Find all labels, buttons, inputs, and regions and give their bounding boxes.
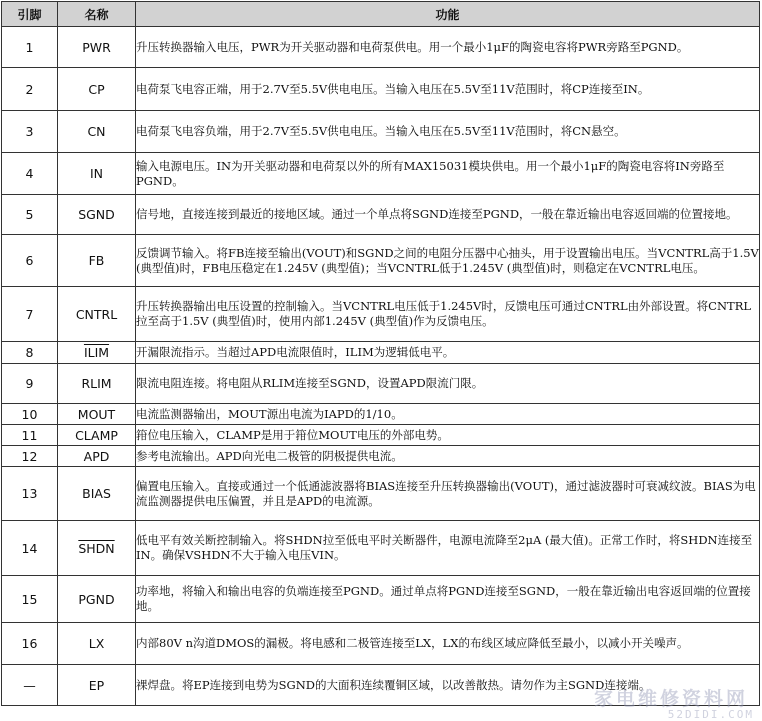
pin-number: 12	[2, 446, 58, 467]
pin-number: —	[2, 665, 58, 706]
table-row	[2, 425, 760, 446]
pin-description: 升压转换器输入电压，PWR为开关驱动器和电荷泵供电。用一个最小1μF的陶瓷电容将PWR旁路至PGND。	[136, 27, 760, 68]
pin-description: 参考电流输出。APD向光电二极管的阴极提供电流。	[136, 446, 760, 467]
pin-name: SGND	[58, 195, 136, 235]
pin-number: 7	[2, 287, 58, 342]
table-row	[2, 287, 760, 342]
pin-number: 6	[2, 235, 58, 287]
pin-description: 反馈调节输入。将FB连接至输出(VOUT)和SGND之间的电阻分压器中心抽头，用于设置输出电压。当VCNTRL高于1.5V (典型值)时，FB电压稳定在1.245V (典型值)；当VCNTRL低于1.245V (典型值)时，则稳定在VCNTRL电压。	[136, 235, 760, 287]
pin-number: 14	[2, 521, 58, 576]
pin-description: 电流监测器输出，MOUT源出电流为IAPD的1/10。	[136, 404, 760, 425]
pin-number: 16	[2, 623, 58, 665]
pin-number: 1	[2, 27, 58, 68]
pin-number: 4	[2, 153, 58, 195]
table-row	[2, 153, 760, 195]
table-row	[2, 111, 760, 153]
pin-description: 功率地，将输入和输出电容的负端连接至PGND。通过单点将PGND连接至SGND，一般在靠近输出电容返回端的位置接地。	[136, 576, 760, 623]
pin-name: PGND	[58, 576, 136, 623]
pin-name: APD	[58, 446, 136, 467]
pin-number: 11	[2, 425, 58, 446]
pin-description: 电荷泵飞电容负端，用于2.7V至5.5V供电电压。当输入电压在5.5V至11V范围时，将CN悬空。	[136, 111, 760, 153]
pin-description: 低电平有效关断控制输入。将SHDN拉至低电平时关断器件，电源电流降至2μA (最大值)。正常工作时，将SHDN连接至IN。确保VSHDN不大于输入电压VIN。	[136, 521, 760, 576]
table-row	[2, 623, 760, 665]
watermark-url: 52DIDI.COM	[667, 708, 754, 721]
table-row	[2, 68, 760, 111]
pin-description: 信号地，直接连接到最近的接地区域。通过一个单点将SGND连接至PGND，一般在靠近输出电容返回端的位置接地。	[136, 195, 760, 235]
pin-description: 限流电阻连接。将电阻从RLIM连接至SGND，设置APD限流门限。	[136, 364, 760, 404]
pin-name: SHDN	[58, 521, 136, 576]
watermark-text: 家电维修资料网	[593, 688, 748, 710]
pin-description: 裸焊盘。将EP连接到电势为SGND的大面积连续覆铜区域，以改善散热。请勿作为主SGND连接端。	[136, 665, 760, 706]
pin-number: 9	[2, 364, 58, 404]
pin-number: 13	[2, 467, 58, 521]
pin-name: LX	[58, 623, 136, 665]
table-row	[2, 446, 760, 467]
pin-description: 输入电源电压。IN为开关驱动器和电荷泵以外的所有MAX15031模块供电。用一个最小1μF的陶瓷电容将IN旁路至PGND。	[136, 153, 760, 195]
pin-description: 开漏限流指示。当超过APD电流限值时，ILIM为逻辑低电平。	[136, 342, 760, 364]
pin-description: 电荷泵飞电容正端，用于2.7V至5.5V供电电压。当输入电压在5.5V至11V范围时，将CP连接至IN。	[136, 68, 760, 111]
pin-description-table	[1, 1, 760, 706]
pin-name: CNTRL	[58, 287, 136, 342]
pin-name: MOUT	[58, 404, 136, 425]
pin-name: RLIM	[58, 364, 136, 404]
table-header-row	[2, 2, 760, 27]
pin-number: 3	[2, 111, 58, 153]
table-row	[2, 576, 760, 623]
pin-description: 内部80V n沟道DMOS的漏极。将电感和二极管连接至LX，LX的布线区域应降低至最小，以减小开关噪声。	[136, 623, 760, 665]
table-row	[2, 404, 760, 425]
pin-description: 箝位电压输入，CLAMP是用于箝位MOUT电压的外部电势。	[136, 425, 760, 446]
pin-name: PWR	[58, 27, 136, 68]
table-row	[2, 467, 760, 521]
pin-name: FB	[58, 235, 136, 287]
pin-name: IN	[58, 153, 136, 195]
table-row	[2, 235, 760, 287]
table-row	[2, 195, 760, 235]
pin-name: CN	[58, 111, 136, 153]
pin-description: 偏置电压输入。直接或通过一个低通滤波器将BIAS连接至升压转换器输出(VOUT)，通过滤波器时可衰减纹波。BIAS为电流监测器提供电压偏置，并且是APD的电流源。	[136, 467, 760, 521]
table-row	[2, 665, 760, 706]
table-row	[2, 342, 760, 364]
pin-number: 15	[2, 576, 58, 623]
pin-number: 5	[2, 195, 58, 235]
table-row	[2, 364, 760, 404]
header-pin: 引脚	[2, 2, 58, 27]
pin-name: BIAS	[58, 467, 136, 521]
header-name: 名称	[58, 2, 136, 27]
pin-name: CLAMP	[58, 425, 136, 446]
pin-name: ILIM	[58, 342, 136, 364]
header-function: 功能	[136, 2, 760, 27]
pin-number: 8	[2, 342, 58, 364]
pin-number: 2	[2, 68, 58, 111]
table-row	[2, 27, 760, 68]
pin-name: CP	[58, 68, 136, 111]
pin-name: EP	[58, 665, 136, 706]
pin-number: 10	[2, 404, 58, 425]
pin-description: 升压转换器输出电压设置的控制输入。当VCNTRL电压低于1.245V时，反馈电压可通过CNTRL由外部设置。将CNTRL拉至高于1.5V (典型值)时，使用内部1.245V (典型值)作为反馈电压。	[136, 287, 760, 342]
table-row	[2, 521, 760, 576]
